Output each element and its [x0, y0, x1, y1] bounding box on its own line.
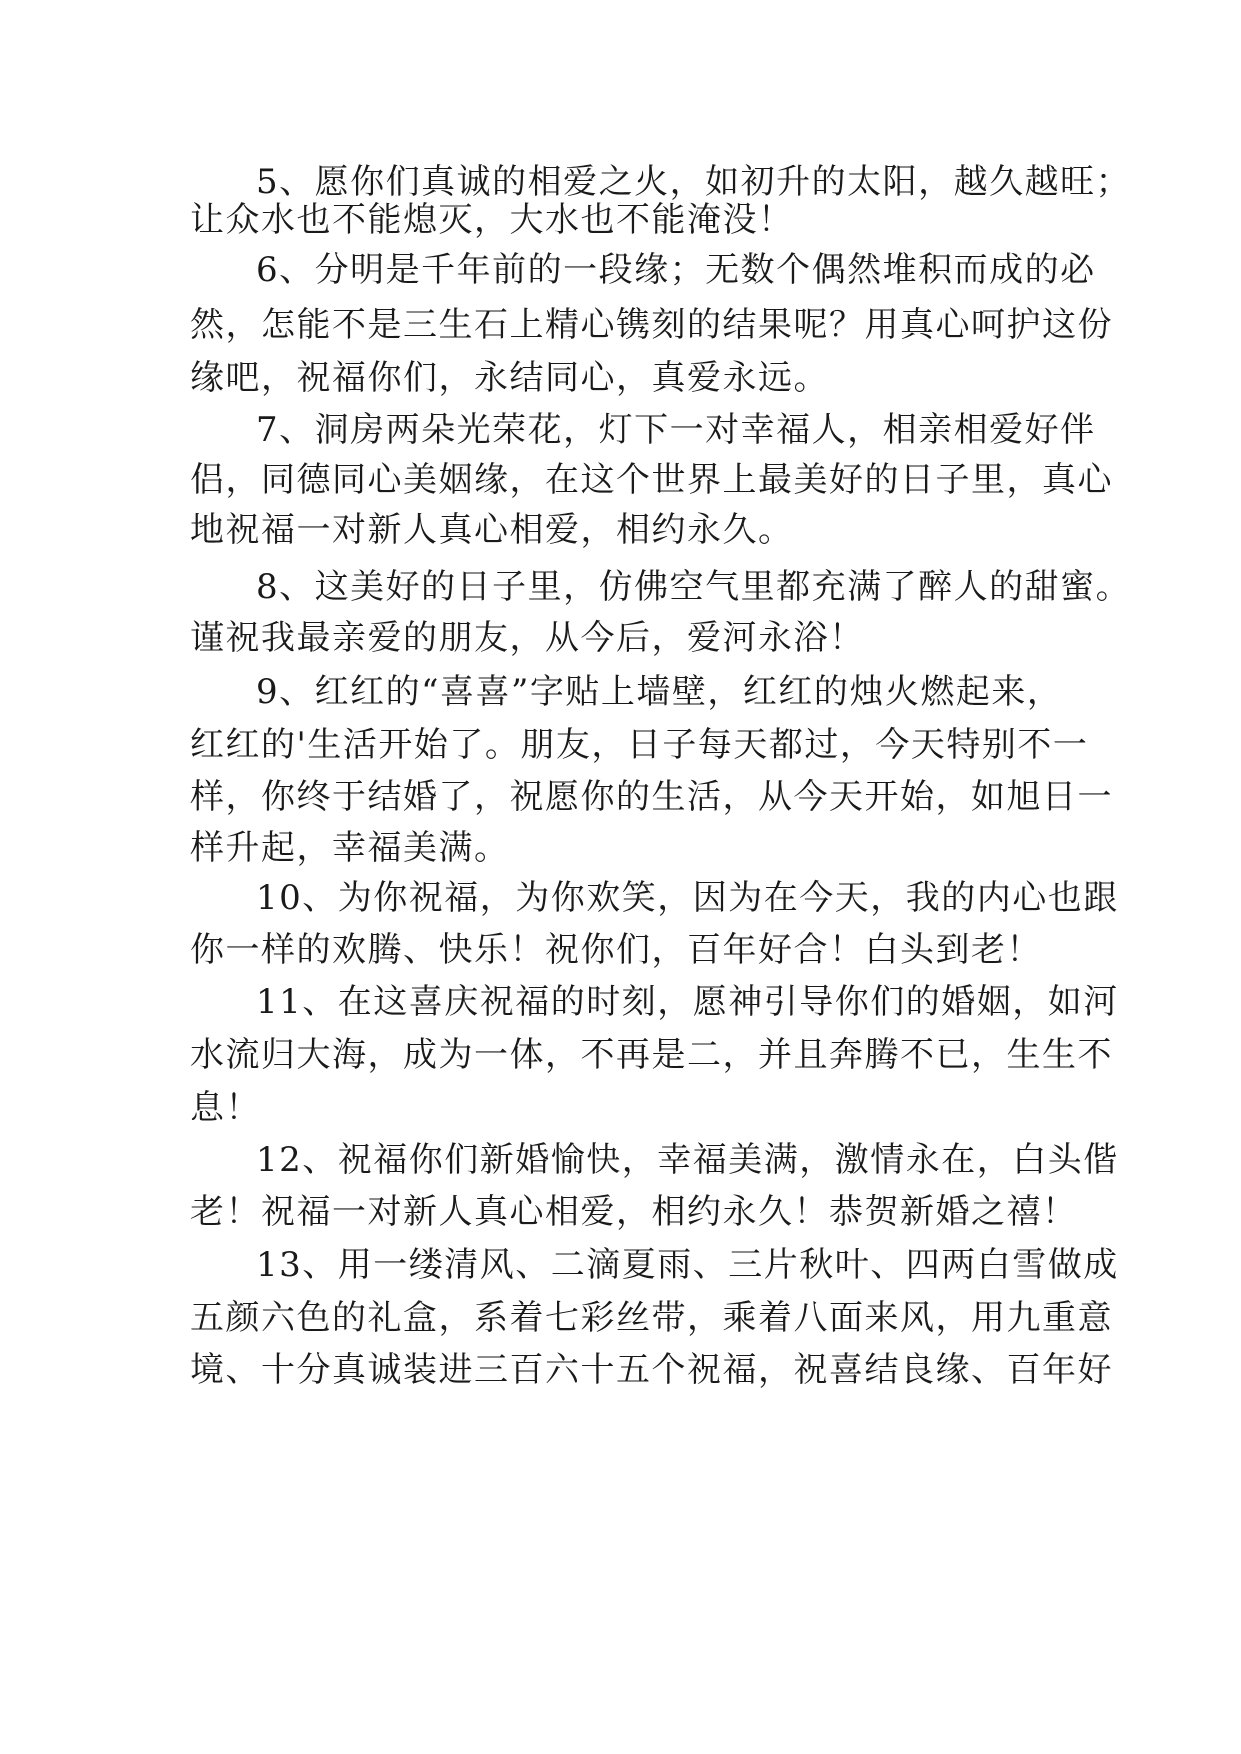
text-line: 然，怎能不是三生石上精心镌刻的结果呢？用真心呵护这份	[190, 305, 1113, 345]
text-line: 境、十分真诚装进三百六十五个祝福，祝喜结良缘、百年好	[190, 1350, 1113, 1390]
text-line: 6、分明是千年前的一段缘；无数个偶然堆积而成的必	[256, 250, 1096, 290]
text-line: 样升起，幸福美满。	[190, 828, 510, 868]
text-line: 缘吧，祝福你们，永结同心，真爱永远。	[190, 358, 829, 398]
text-line: 老！祝福一对新人真心相爱，相约永久！恭贺新婚之禧！	[190, 1192, 1078, 1232]
text-line: 12、祝福你们新婚愉快，幸福美满，激情永在，白头偕	[256, 1140, 1119, 1180]
text-line: 地祝福一对新人真心相爱，相约永久。	[190, 510, 794, 550]
text-line: 五颜六色的礼盒，系着七彩丝带，乘着八面来风，用九重意	[190, 1298, 1113, 1338]
text-line: 侣，同德同心美姻缘，在这个世界上最美好的日子里，真心	[190, 460, 1113, 500]
text-line: 息！	[190, 1088, 261, 1128]
text-line: 13、用一缕清风、二滴夏雨、三片秋叶、四两白雪做成	[256, 1245, 1119, 1285]
text-line: 9、红红的“喜喜”字贴上墙壁，红红的烛火燃起来，	[256, 672, 1063, 712]
text-line: 红红的'生活开始了。朋友，日子每天都过，今天特别不一	[190, 725, 1089, 765]
text-line: 5、愿你们真诚的相爱之火，如初升的太阳，越久越旺；	[256, 162, 1132, 202]
text-line: 7、洞房两朵光荣花，灯下一对幸福人，相亲相爱好伴	[256, 410, 1096, 450]
text-line: 水流归大海，成为一体，不再是二，并且奔腾不已，生生不	[190, 1035, 1113, 1075]
text-line: 让众水也不能熄灭，大水也不能淹没！	[190, 200, 794, 240]
text-line: 谨祝我最亲爱的朋友，从今后，爱河永浴！	[190, 618, 865, 658]
text-line: 11、在这喜庆祝福的时刻，愿神引导你们的婚姻，如河	[256, 982, 1119, 1022]
text-line: 8、这美好的日子里，仿佛空气里都充满了醉人的甜蜜。	[256, 567, 1132, 607]
text-line: 你一样的欢腾、快乐！祝你们，百年好合！白头到老！	[190, 930, 1042, 970]
text-line: 10、为你祝福，为你欢笑，因为在今天，我的内心也跟	[256, 878, 1119, 918]
text-line: 样，你终于结婚了，祝愿你的生活，从今天开始，如旭日一	[190, 777, 1113, 817]
